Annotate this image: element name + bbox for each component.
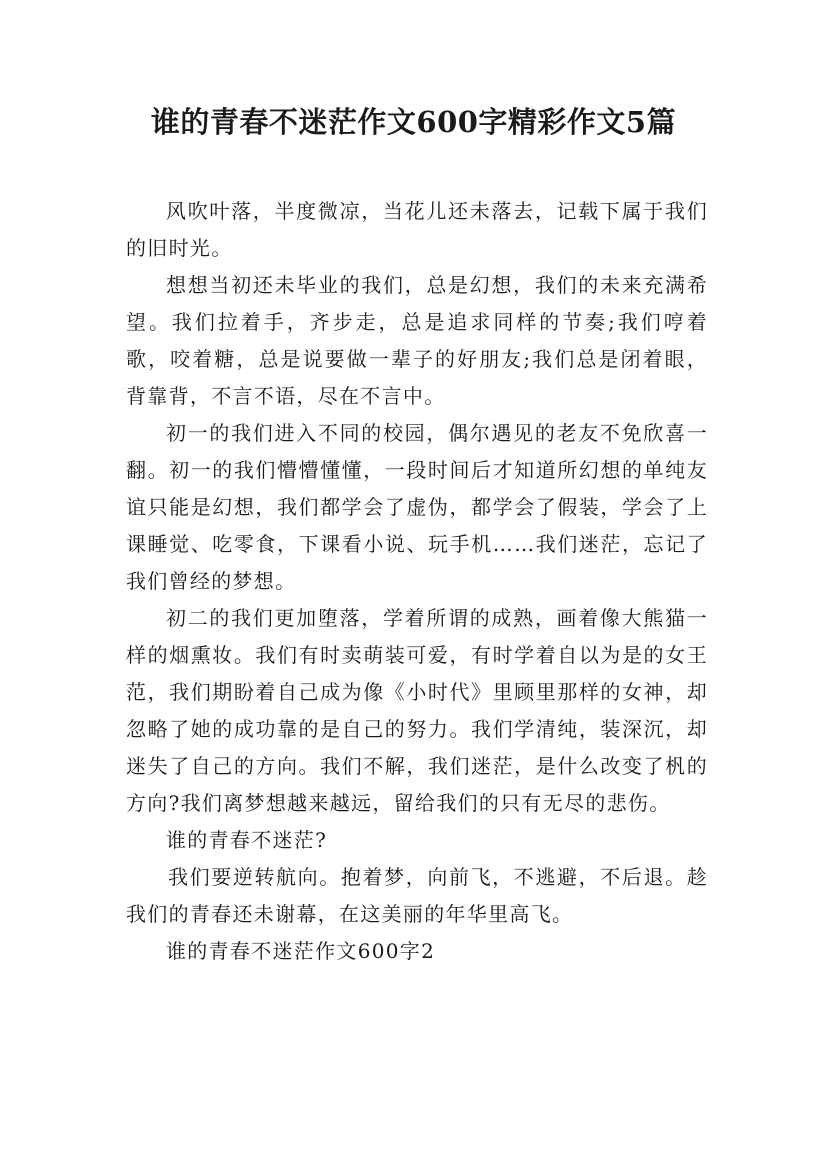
paragraph-6: 我们要逆转航向。抱着梦，向前飞，不逃避，不后退。趁我们的青春还未谢幕，在这美丽的年华里高飞。 — [126, 865, 708, 926]
paragraph-1: 风吹叶落，半度微凉，当花儿还未落去，记载下属于我们的旧时光。 — [126, 199, 708, 260]
document-body — [126, 193, 708, 970]
paragraph-4: 初二的我们更加堕落，学着所谓的成熟，画着像大熊猫一样的烟熏妆。我们有时卖萌装可爱，有时学着自以为是的女王范，我们期盼着自己成为像《小时代》里顾里那样的女神，却忽略了她的成功靠的是自己的努力。我们学清纯，装深沉，却迷失了自己的方向。我们不解，我们迷茫，是什么改变了杋的方向?我们离梦想越来越远，留给我们的只有无尽的悲伤。 — [126, 606, 708, 815]
section-heading-2: 谁的青春不迷茫作文600字2 — [166, 939, 436, 963]
paragraph-2: 想想当初还未毕业的我们，总是幻想，我们的未来充满希望。我们拉着手，齐步走，总是追求同样的节奏;我们哼着歌，咬着糖，总是说要做一辈子的好朋友;我们总是闭着眼，背靠背，不言不语，尽在不言中。 — [126, 273, 708, 408]
document-title: 谁的青春不迷茫作文600字精彩作文5篇 — [150, 105, 677, 139]
paragraph-3: 初一的我们进入不同的校园，偶尔遇见的老友不免欣喜一翻。初一的我们懵懵懂懂，一段时间后才知道所幻想的单纯友谊只能是幻想，我们都学会了虚伪，都学会了假装，学会了上课睡觉、吃零食，下课看小说、玩手机……我们迷茫，忘记了我们曾经的梦想。 — [126, 421, 708, 593]
paragraph-5: 谁的青春不迷茫? — [166, 828, 328, 852]
